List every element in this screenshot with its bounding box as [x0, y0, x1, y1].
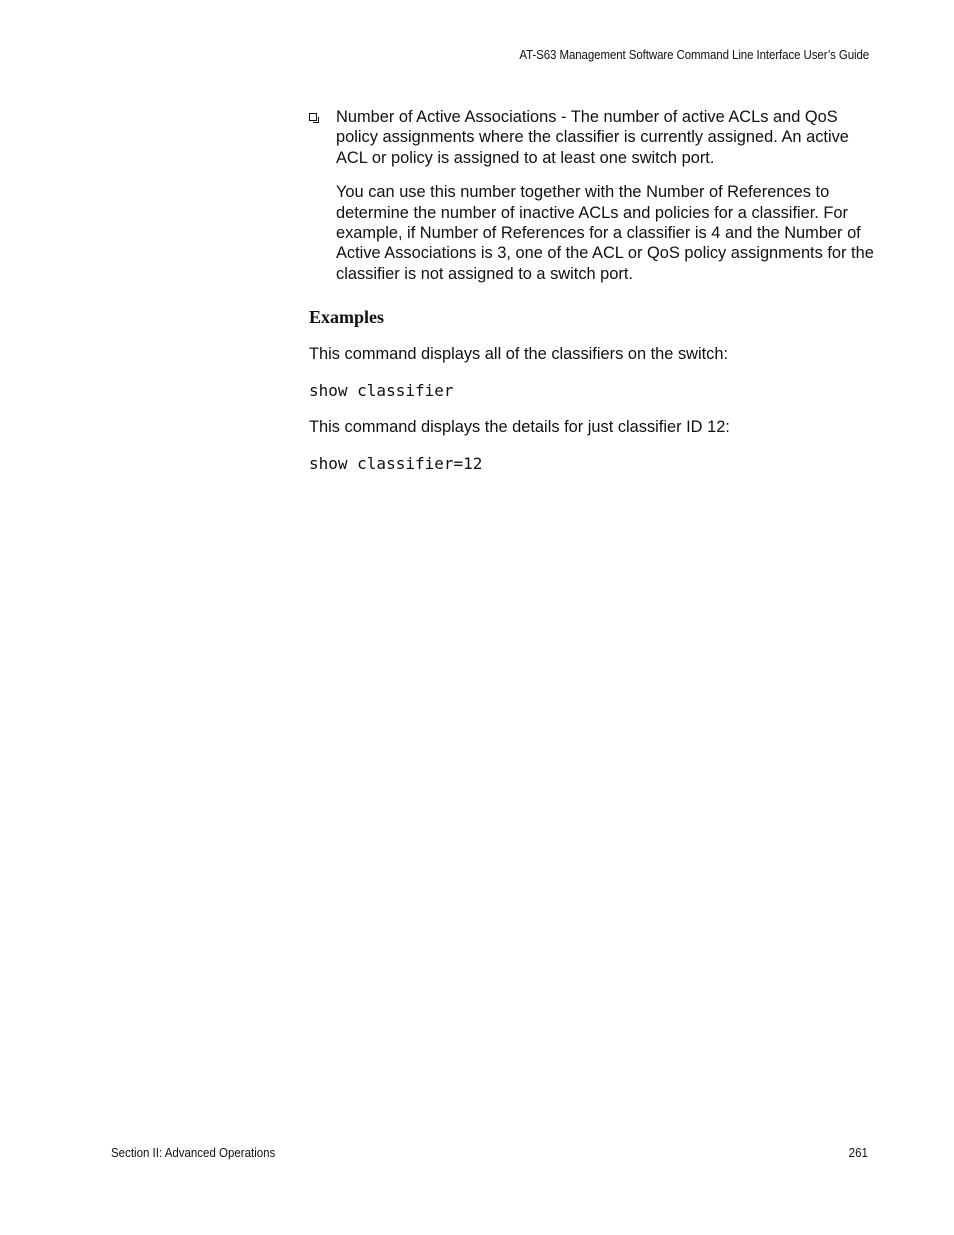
main-content [309, 107, 879, 474]
example-description: This command displays the details for just classifier ID 12: [309, 418, 730, 437]
footer-section-title: Section II: Advanced Operations [111, 1146, 276, 1160]
page-number: 261 [848, 1146, 868, 1160]
example-command: show classifier=12 [309, 454, 483, 474]
square-bullet-icon [309, 113, 317, 121]
bullet-continuation-paragraph: You can use this number together with the Number of References to determine the number of inactive ACLs and policies for a classifier. For example, if Number of References for a classifier is 4 and the Number of Active Associations is 3, one of the ACL or QoS policy assignments for the classifier is not assigned to a switch port. [336, 183, 874, 283]
running-header: AT-S63 Management Software Command Line Interface User’s Guide [519, 48, 869, 62]
bullet-paragraph: Number of Active Associations - The number of active ACLs and QoS policy assignments where the classifier is currently assigned. An active ACL or policy is assigned to at least one switch port. [336, 108, 849, 167]
examples-heading: Examples [309, 307, 385, 328]
bullet-item [309, 107, 879, 284]
example-command: show classifier [309, 381, 454, 401]
example-description: This command displays all of the classifiers on the switch: [309, 345, 729, 364]
